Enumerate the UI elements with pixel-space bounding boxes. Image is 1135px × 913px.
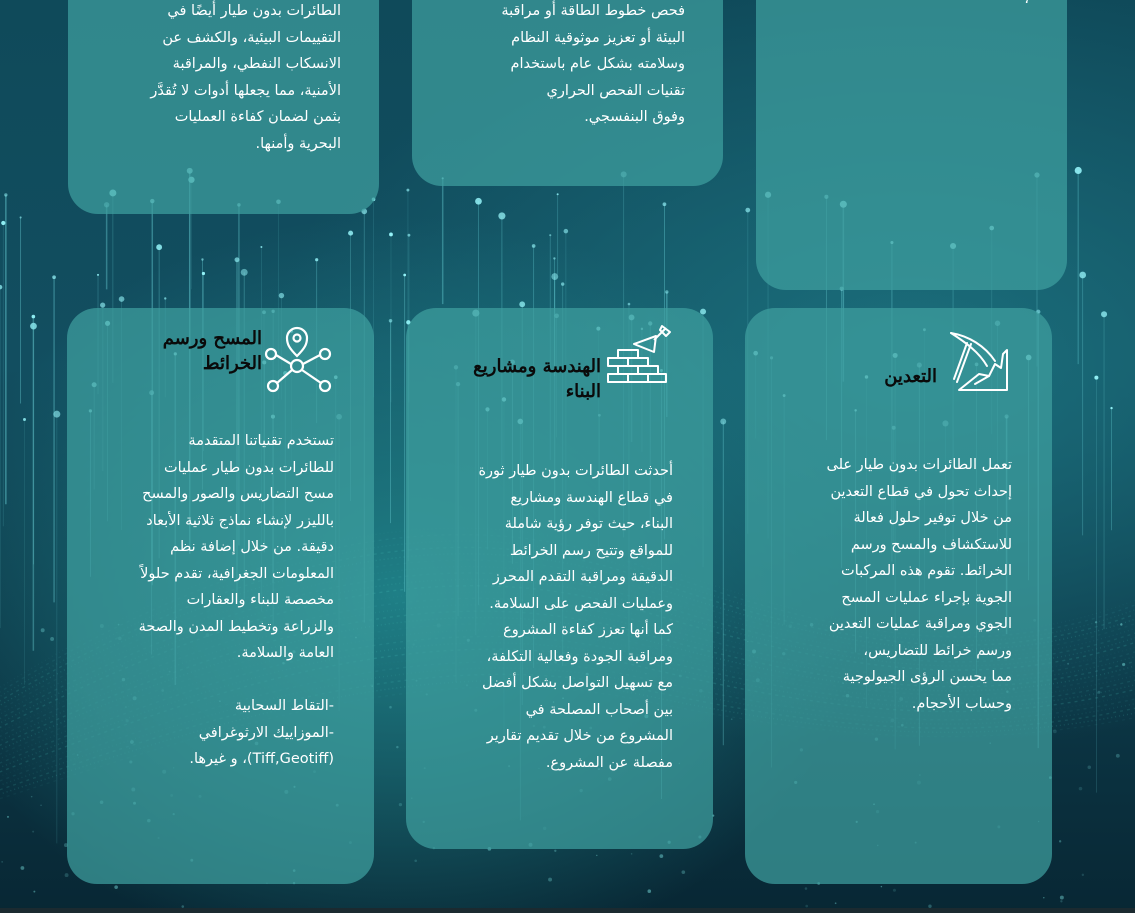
map-pin-network-icon: [263, 324, 335, 394]
card-engineering-title: الهندسة ومشاريع البناء: [473, 356, 601, 402]
card-engineering-text: أحدثت الطائرات بدون طيار ثورة في قطاع الهندسة ومشاريع البناء، حيث توفر رؤية شاملة للمواقع وتتيح رسم الخرائط الدقيقة ومراقبة التقدم المحرز وعمليات الفحص على السلامة. كما أنها تعزز كفاءة المشروع ومراقبة الجودة وفعالية التكلفة، مع تسهيل التواصل بشكل أفضل بين أصحاب المصلحة في المشروع من خلال تقديم تقارير مفصلة عن المشروع.: [478, 463, 673, 771]
pickaxe-icon: [945, 330, 1011, 392]
card-mining-title: التعدين: [884, 366, 937, 387]
card-top-middle: [412, 0, 723, 186]
card-top-right-text: [989, 0, 1029, 13]
card-engineering: [406, 308, 713, 849]
card-top-left: [68, 0, 379, 214]
card-top-right: [756, 0, 1067, 290]
bottom-edge-bar: [0, 908, 1135, 913]
card-mining-text: تعمل الطائرات بدون طيار على إحداث تحول في قطاع التعدين من خلال توفير حلول فعالة للاستكشاف والمسح ورسم الخرائط. تقوم هذه المركبات الجوية بإجراء عمليات المسح الجوي ومراقبة عمليات التعدين ورسم خرائط للتضاريس، مما يحسن الرؤى الجيولوجية وحساب الأحجام.: [826, 457, 1012, 712]
card-top-middle-text: فحص خطوط الطاقة أو مراقبة البيئة أو تعزيز موثوقية النظام وسلامته بشكل عام باستخدام تقنيات الفحص الحراري وفوق البنفسجي.: [501, 3, 685, 125]
card-surveying-title: المسح ورسم الخرائط: [162, 328, 262, 374]
card-surveying: [67, 308, 374, 884]
card-mining: [745, 308, 1052, 884]
card-top-left-text: الطائرات بدون طيار أيضًا في التقييمات البيئية، والكشف عن الانسكاب النفطي، والمراقبة الأمنية، مما يجعلها أدوات لا تُقدَّر بثمن لضمان كفاءة العمليات البحرية وأمنها.: [150, 3, 341, 152]
brick-wall-trowel-icon: [604, 324, 674, 390]
card-surveying-text: تستخدم تقنياتنا المتقدمة للطائرات بدون طيار عمليات مسح التضاريس والصور والمسح بالليزر لإنشاء نماذج ثلاثية الأبعاد دقيقة. من خلال إضافة نظم المعلومات الجغرافية، تقدم حلولاً مخصصة للبناء والعقارات والزراعة وتخطيط المدن والصحة العامة والسلامة. -التقاط السحابية -الموزاييك الارثوغرافي (Tiff,Geotiff)، و غيرها.: [138, 433, 334, 767]
